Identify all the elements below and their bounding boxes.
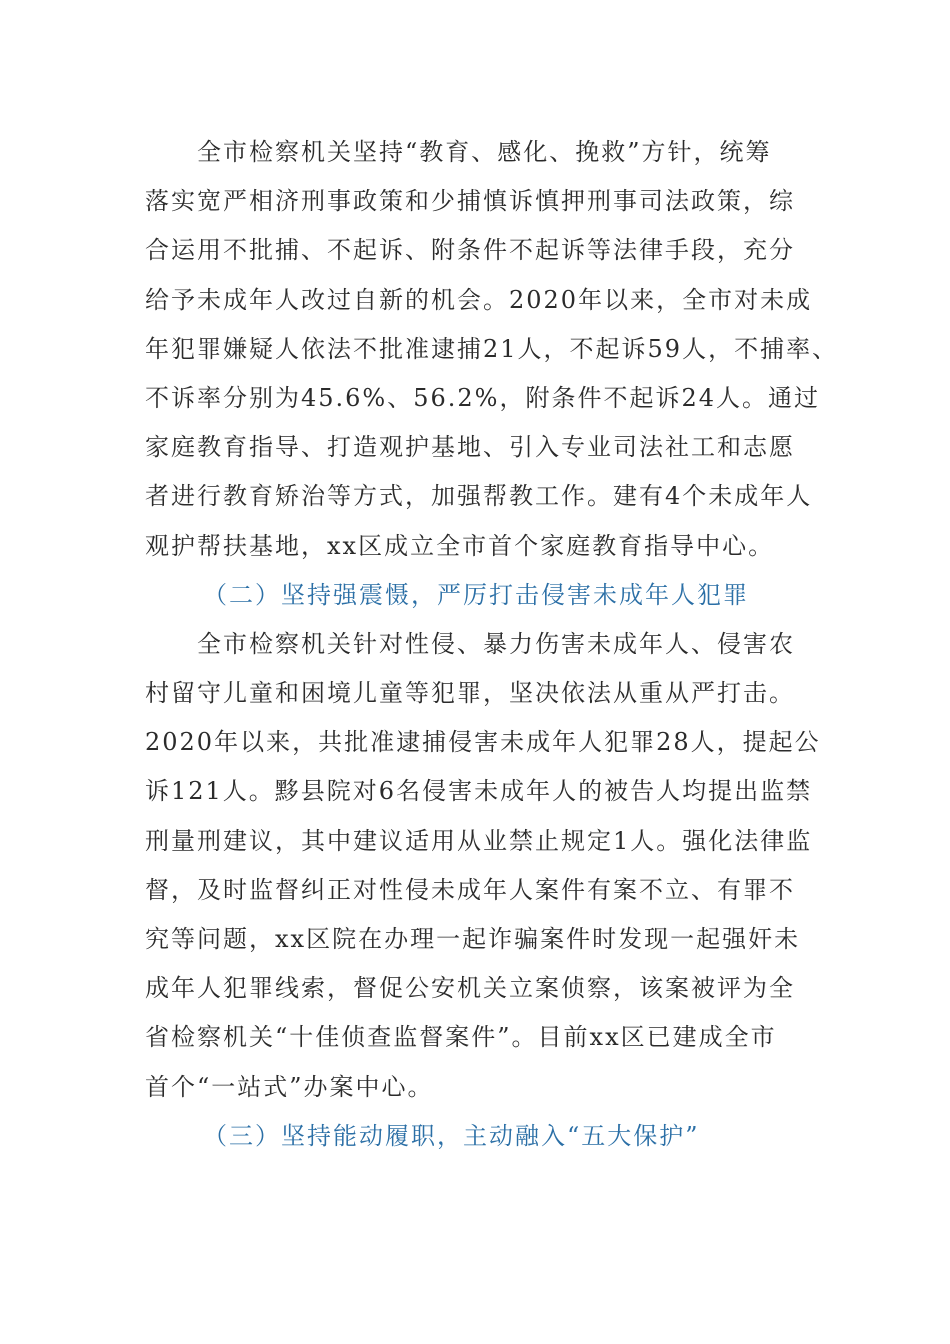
paragraph-2-line-1: 全市检察机关针对性侵、暴力伤害未成年人、侵害农 xyxy=(197,629,795,658)
paragraph-1-line-5: 年犯罪嫌疑人依法不批准逮捕21人，不起诉59人，不捕率、 xyxy=(145,334,839,363)
paragraph-2-line-2: 村留守儿童和困境儿童等犯罪，坚决依法从重从严打击。 xyxy=(145,679,795,708)
paragraph-2-line-7: 究等问题，xx区院在办理一起诈骗案件时发现一起强奸未 xyxy=(145,925,801,953)
document-body xyxy=(145,128,839,1161)
paragraph-1-line-3: 合运用不批捕、不起诉、附条件不起诉等法律手段，充分 xyxy=(145,236,795,265)
paragraph-2-line-10: 首个“一站式”办案中心。 xyxy=(145,1072,434,1101)
paragraph-2-line-3: 2020年以来，共批准逮捕侵害未成年人犯罪28人，提起公 xyxy=(145,728,821,757)
paragraph-1-line-8: 者进行教育矫治等方式，加强帮教工作。建有4个未成年人 xyxy=(145,482,813,511)
paragraph-2-line-9: 省检察机关“十佳侦查监督案件”。目前xx区已建成全市 xyxy=(145,1023,777,1052)
paragraph-2-line-6: 督，及时监督纠正对性侵未成年人案件有案不立、有罪不 xyxy=(145,875,795,904)
section-heading-2: （二）坚持强震慑，严厉打击侵害未成年人犯罪 xyxy=(203,580,749,609)
paragraph-1-line-2: 落实宽严相济刑事政策和少捕慎诉慎押刑事司法政策，综 xyxy=(145,187,795,216)
paragraph-2-line-4: 诉121人。黟县院对6名侵害未成年人的被告人均提出监禁 xyxy=(145,777,813,806)
paragraph-2-line-5: 刑量刑建议，其中建议适用从业禁止规定1人。强化法律监 xyxy=(145,826,813,855)
paragraph-1-line-4: 给予未成年人改过自新的机会。2020年以来，全市对未成 xyxy=(145,285,813,314)
paragraph-1-line-7: 家庭教育指导、打造观护基地、引入专业司法社工和志愿 xyxy=(145,433,795,462)
paragraph-1-line-1: 全市检察机关坚持“教育、感化、挽救”方针，统筹 xyxy=(197,138,772,166)
paragraph-1-line-9: 观护帮扶基地，xx区成立全市首个家庭教育指导中心。 xyxy=(145,531,775,560)
section-heading-3: （三）坚持能动履职，主动融入“五大保护” xyxy=(203,1121,700,1150)
paragraph-1-line-6: 不诉率分别为45.6%、56.2%，附条件不起诉24人。通过 xyxy=(145,383,821,412)
paragraph-2-line-8: 成年人犯罪线索，督促公安机关立案侦察，该案被评为全 xyxy=(145,974,795,1003)
